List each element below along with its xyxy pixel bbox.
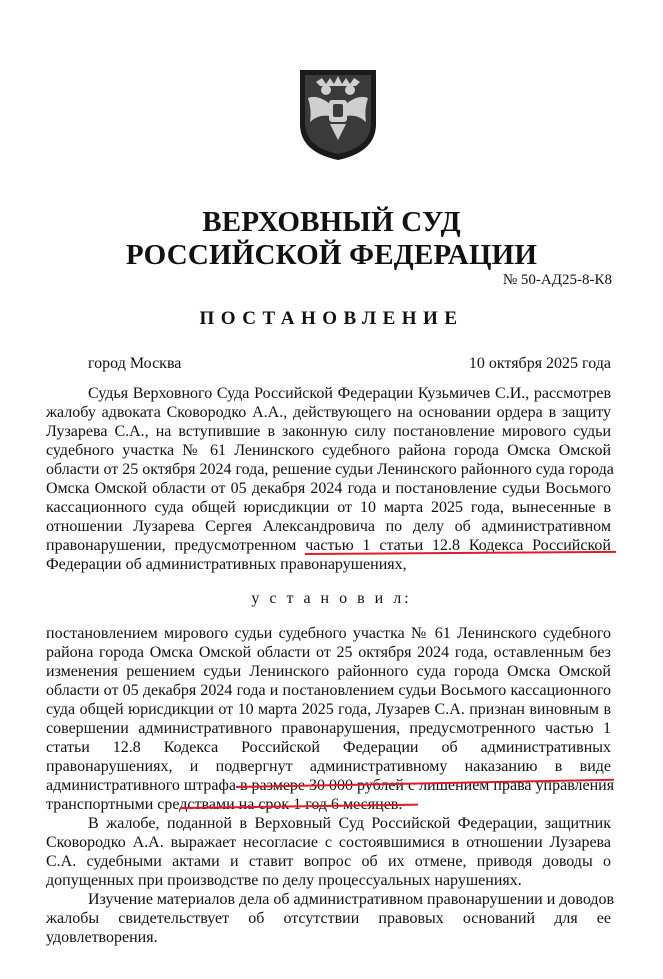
body-line: постановлением мирового судьи судебного участка № 61 Ленинского судебного <box>46 625 611 642</box>
intro-line: Лузарева С.А., на вступившие в законную силу постановление мирового судьи <box>46 423 611 440</box>
document-type-title: ПОСТАНОВЛЕНИЕ <box>199 308 464 329</box>
intro-line: области от 25 октября 2024 года, решение судьи Ленинского районного суда города <box>46 461 614 478</box>
body-line: С.А. судебными актами и ставит вопрос об их отмене, приводя доводы о <box>46 853 611 870</box>
body-line: В жалобе, поданной в Верховный Суд Российской Федерации, защитник <box>88 815 611 832</box>
city: город Москва <box>88 355 182 372</box>
intro-line: судебного участка № 61 Ленинского судебного района города Омска Омской <box>46 442 611 459</box>
body-line: области от 05 декабря 2024 года и постановлением судьи Восьмого кассационного <box>46 682 611 699</box>
document-date: 10 октября 2025 года <box>468 355 611 372</box>
body-line: совершении административного правонарушения, предусмотренного частью 1 <box>46 720 611 737</box>
body-line: суда общей юрисдикции от 10 марта 2025 года, Лузарев С.А. признан виновным в <box>46 701 611 718</box>
intro-line: отношении Лузарева Сергея Александровича по делу об административном <box>46 518 611 535</box>
intro-line: Судья Верховного Суда Российской Федерации Кузьмичев С.И., рассмотрев <box>88 385 611 402</box>
case-number: № 50-АД25-8-К8 <box>502 272 612 288</box>
body-line: изменения решением судьи Ленинского районного суда города Омска Омской <box>46 663 611 680</box>
body-line: жалобы свидетельствует об отсутствии правовых оснований для ее <box>46 910 611 927</box>
coat-of-arms-emblem <box>296 64 380 162</box>
body-line: Сковородко А.А. выражает несогласие с состоявшимися в отношении Лузарева <box>46 834 611 851</box>
body-line: удовлетворения. <box>46 929 158 946</box>
body-line: района города Омска Омской области от 25 октября 2024 года, оставленным без <box>46 644 611 661</box>
body-line: статьи 12.8 Кодекса Российской Федерации об административных <box>46 739 611 756</box>
court-name-line-2: РОССИЙСКОЙ ФЕДЕРАЦИИ <box>125 239 538 271</box>
body-line: допущенных при производстве по делу процессуальных нарушениях. <box>46 872 522 889</box>
body-line: правонарушениях, и подвергнут административному наказанию в виде <box>46 758 611 775</box>
intro-line: кассационного суда общей юрисдикции от 10 марта 2025 года, вынесенные в <box>46 499 611 516</box>
intro-line: Федерации об административных правонарушениях, <box>46 556 407 573</box>
intro-line: правонарушении, предусмотренном частью 1 статьи 12.8 Кодекса Российской <box>46 537 611 554</box>
body-line: транспортными средствами на срок 1 год 6 месяцев. <box>46 796 403 813</box>
body-line: Изучение материалов дела об административном правонарушении и доводов <box>88 891 615 908</box>
body-line: административного штрафа в размере 30 000 рублей с лишением права управления <box>46 777 615 794</box>
intro-line: жалобу адвоката Сковородко А.А., действующего на основании ордера в защиту <box>46 404 611 421</box>
court-name-line-1: ВЕРХОВНЫЙ СУД <box>202 206 461 238</box>
ustanovil-heading: у с т а н о в и л: <box>251 590 412 607</box>
intro-line: Омска Омской области от 05 декабря 2024 года и постановление судьи Восьмого <box>46 480 611 497</box>
